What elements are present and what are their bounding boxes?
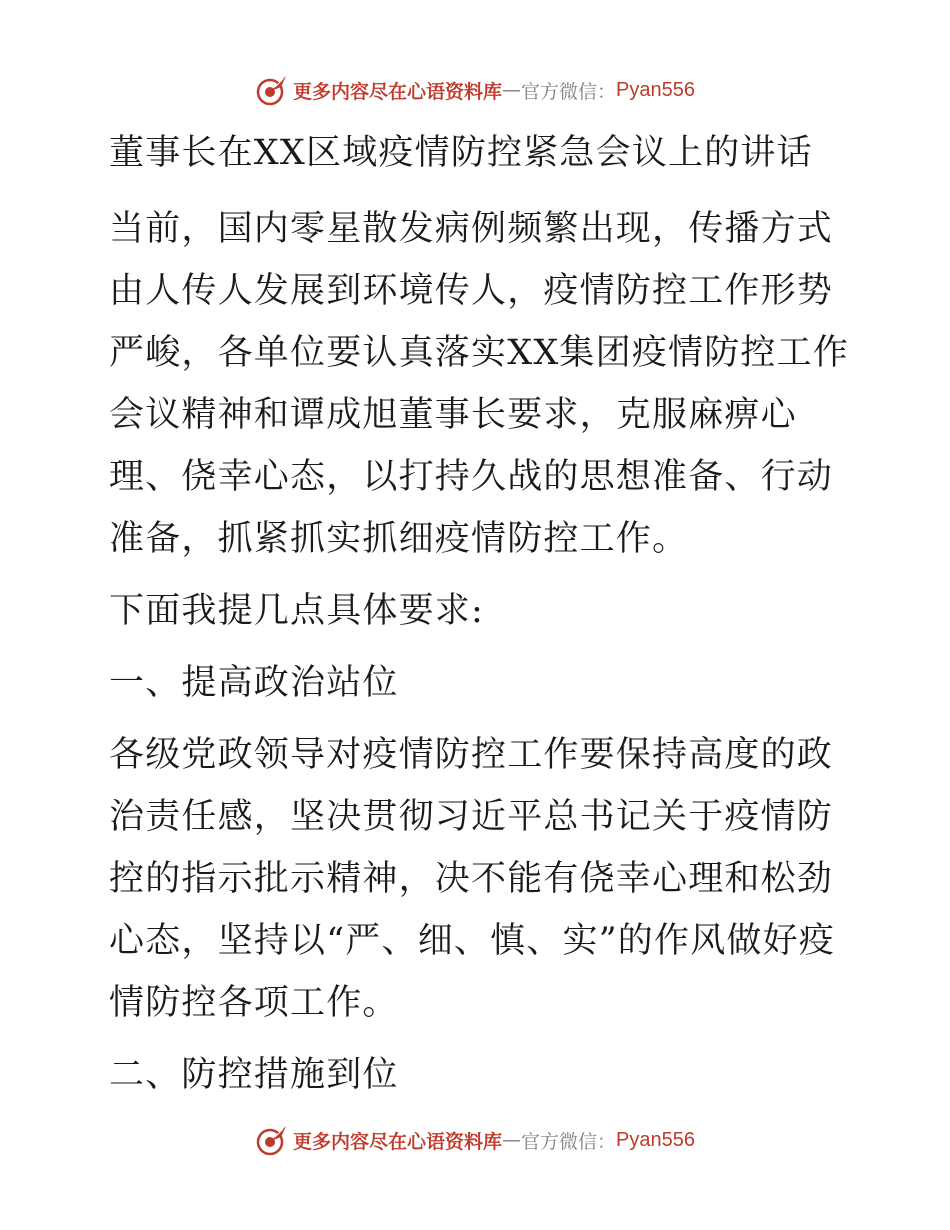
- section-heading-1: 一、提高政治站位: [109, 663, 399, 703]
- feather-pen-logo-icon: [255, 1123, 289, 1157]
- document-title: 董事长在XX区域疫情防控紧急会议上的讲话: [109, 133, 813, 173]
- section-heading-2: 二、防控措施到位: [109, 1055, 399, 1095]
- watermark-dash: —: [502, 1129, 522, 1151]
- watermark-label: 官方微信：: [521, 80, 617, 103]
- watermark-label: 官方微信：: [521, 1130, 617, 1153]
- footer-watermark: [0, 1120, 950, 1160]
- paragraph-section-1: 各级党政领导对疫情防控工作要保持高度的政治责任感，坚决贯彻习近平总书记关于疫情防控的指示批示精神，决不能有侥幸心理和松劲心态，坚持以“严、细、慎、实”的作风做好疫情防控各项工作。: [109, 735, 835, 1023]
- document-body: [97, 122, 857, 1116]
- watermark-dash: —: [502, 79, 522, 101]
- paragraph-intro: 当前，国内零星散发病例频繁出现，传播方式由人传人发展到环境传人，疫情防控工作形势严峻，各单位要认真落实XX集团疫情防控工作会议精神和谭成旭董事长要求，克服麻痹心理、侥幸心态，以打持久战的思想准备、行动准备，抓紧抓实抓细疫情防控工作。: [109, 209, 850, 559]
- watermark-wechat-id: Pyan556: [616, 78, 695, 101]
- watermark-wechat-id: Pyan556: [616, 1128, 695, 1151]
- watermark-brand-text: 更多内容尽在心语资料库: [293, 1130, 503, 1153]
- watermark-brand-text: 更多内容尽在心语资料库: [293, 80, 503, 103]
- paragraph-requirements-lead: 下面我提几点具体要求:: [109, 591, 484, 631]
- header-watermark: [0, 70, 950, 110]
- feather-pen-logo-icon: [255, 73, 289, 107]
